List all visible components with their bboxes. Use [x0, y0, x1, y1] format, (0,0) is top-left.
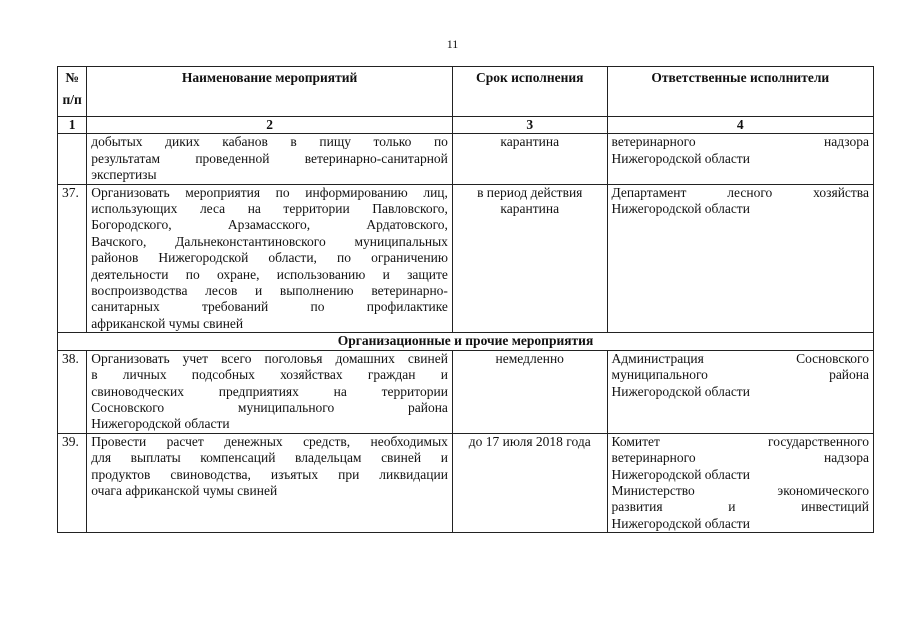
table-header-row [58, 67, 874, 117]
section-title: Организационные и прочие мероприятия [58, 333, 874, 350]
row-number: 38. [58, 350, 87, 433]
row-term: в период действия карантина [452, 184, 607, 333]
header-responsible: Ответственные исполнители [607, 67, 873, 117]
column-number: 1 [58, 117, 87, 134]
table-row [58, 184, 874, 333]
table-row [58, 134, 874, 184]
section-row [58, 333, 874, 350]
row-number: 37. [58, 184, 87, 333]
row-name: Организовать мероприятия по информированию лиц, использующих леса на территории Павловского, Богородского, Арзамасского, Ардатовского, Вачского, Дальнеконстантиновского муниципальных районов Нижегородской области, по ограничению деятельности по охране, использованию и защите воспроизводства лесов и выполнению ветеринарно- санитарных требований по профилактике африканской чумы свиней [87, 184, 453, 333]
measures-table [57, 66, 874, 533]
column-numbers-row [58, 117, 874, 134]
column-number: 2 [87, 117, 453, 134]
page-number: 11 [446, 37, 459, 51]
row-responsible: ветеринарного надзора Нижегородской области [607, 134, 873, 184]
row-responsible: Комитет государственного ветеринарного надзора Нижегородской области Министерство экономического развития и инвестиций Нижегородской области [607, 433, 873, 532]
row-term: карантина [452, 134, 607, 184]
table-row [58, 350, 874, 433]
column-number: 3 [452, 117, 607, 134]
header-term: Срок исполнения [452, 67, 607, 117]
row-term: до 17 июля 2018 года [452, 433, 607, 532]
table-row [58, 433, 874, 532]
header-name: Наименование мероприятий [87, 67, 453, 117]
header-number: № п/п [58, 67, 87, 117]
row-name: добытых диких кабанов в пищу только по результатам проведенной ветеринарно-санитарной экспертизы [87, 134, 453, 184]
row-number: 39. [58, 433, 87, 532]
row-responsible: Департамент лесного хозяйства Нижегородской области [607, 184, 873, 333]
row-name: Провести расчет денежных средств, необходимых для выплаты компенсаций владельцам свиней и продуктов свиноводства, изъятых при ликвидации очага африканской чумы свиней [87, 433, 453, 532]
row-number [58, 134, 87, 184]
column-number: 4 [607, 117, 873, 134]
row-name: Организовать учет всего поголовья домашних свиней в личных подсобных хозяйствах граждан и свиноводческих предприятиях на территории Сосновского муниципального района Нижегородской области [87, 350, 453, 433]
row-responsible: Администрация Сосновского муниципального района Нижегородской области [607, 350, 873, 433]
row-term: немедленно [452, 350, 607, 433]
